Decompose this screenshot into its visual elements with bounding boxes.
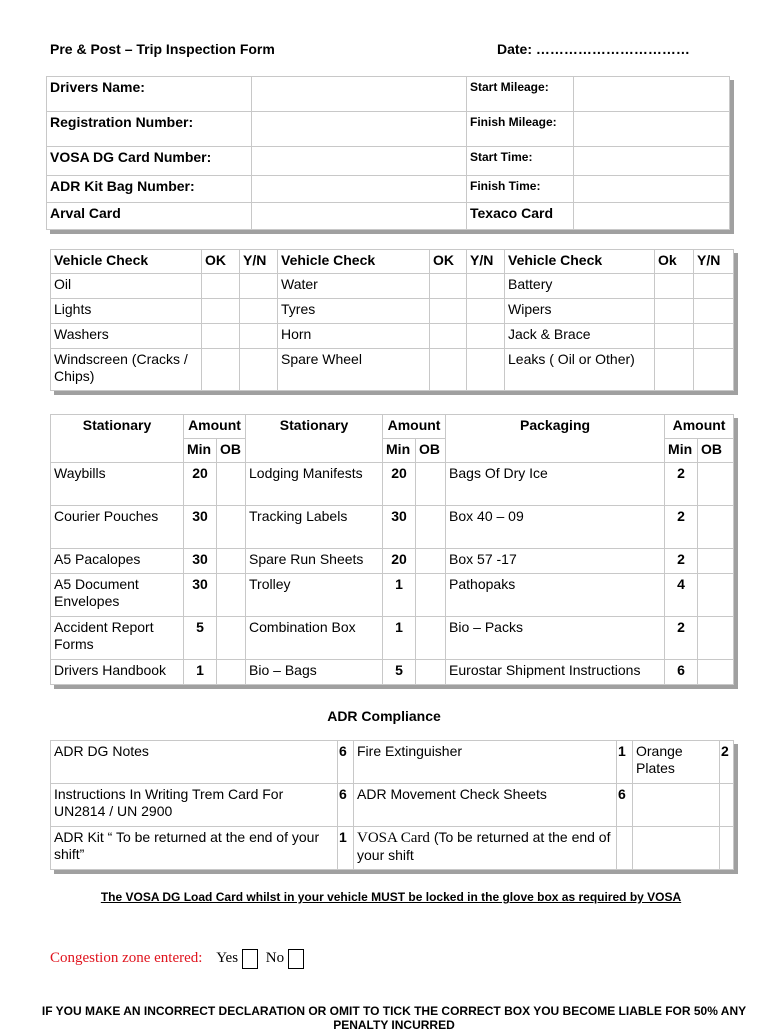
finish-time-input[interactable]: [574, 176, 730, 203]
table-row: [51, 741, 734, 784]
ob-cell[interactable]: [698, 463, 734, 506]
yes-checkbox[interactable]: [242, 949, 258, 969]
vehicle-check-table: [50, 249, 734, 391]
ob-cell[interactable]: [698, 506, 734, 549]
yes-label: Yes: [216, 950, 239, 966]
item-name: A5 Document Envelopes: [51, 574, 184, 617]
item-name: Box 57 -17: [446, 549, 665, 574]
ob-cell[interactable]: [416, 574, 446, 617]
adr-item: [354, 827, 617, 870]
finish-time-label: Finish Time:: [467, 176, 574, 203]
adr-item: ADR DG Notes: [51, 741, 338, 784]
yn-cell[interactable]: [467, 299, 505, 324]
adr-qty: 6: [338, 784, 354, 827]
ok-cell[interactable]: [202, 324, 240, 349]
arval-card-label: Arval Card: [47, 203, 252, 230]
adr-empty-cell: [617, 827, 633, 870]
min-value: 5: [184, 617, 217, 660]
check-item: Horn: [278, 324, 430, 349]
check-item: Battery: [505, 274, 655, 299]
vehicle-header: Vehicle Check: [278, 250, 430, 274]
item-name: Courier Pouches: [51, 506, 184, 549]
min-value: 20: [184, 463, 217, 506]
table-row: [51, 574, 734, 617]
table-row: [51, 324, 734, 349]
check-item: Windscreen (Cracks / Chips): [51, 349, 202, 391]
congestion-label: Congestion zone entered:: [50, 950, 203, 966]
texaco-card-input[interactable]: [574, 203, 730, 230]
start-mileage-input[interactable]: [574, 77, 730, 112]
item-name: A5 Pacalopes: [51, 549, 184, 574]
item-name: Box 40 – 09: [446, 506, 665, 549]
stationary-table: [50, 414, 734, 685]
check-item: Oil: [51, 274, 202, 299]
start-mileage-label: Start Mileage:: [467, 77, 574, 112]
adr-kit-label: ADR Kit Bag Number:: [47, 176, 252, 203]
liability-warning: IF YOU MAKE AN INCORRECT DECLARATION OR OMIT TO TICK THE CORRECT BOX YOU BECOME LIABLE FOR 50% ANY PENALTY INCURRED: [41, 1004, 747, 1032]
min-value: 30: [383, 506, 416, 549]
vosa-card-note: (To be returned at the end of your shift: [357, 829, 611, 863]
ok-cell[interactable]: [655, 274, 694, 299]
ok-cell[interactable]: [655, 349, 694, 391]
yn-cell[interactable]: [694, 299, 734, 324]
check-item: Washers: [51, 324, 202, 349]
adr-qty: 6: [338, 741, 354, 784]
yn-cell[interactable]: [467, 324, 505, 349]
ok-cell[interactable]: [430, 324, 467, 349]
ok-cell[interactable]: [430, 299, 467, 324]
yn-cell[interactable]: [240, 324, 278, 349]
ok-cell[interactable]: [202, 349, 240, 391]
adr-item: ADR Kit “ To be returned at the end of your shift”: [51, 827, 338, 870]
item-name: Lodging Manifests: [246, 463, 383, 506]
min-value: 20: [383, 549, 416, 574]
ok-cell[interactable]: [655, 299, 694, 324]
ok-cell[interactable]: [655, 324, 694, 349]
ob-cell[interactable]: [217, 660, 246, 685]
min-header: Min: [665, 439, 698, 463]
check-item: Tyres: [278, 299, 430, 324]
ob-cell[interactable]: [217, 463, 246, 506]
check-item: Lights: [51, 299, 202, 324]
ob-cell[interactable]: [217, 549, 246, 574]
vehicle-header: OK: [202, 250, 240, 274]
vehicle-header: Y/N: [467, 250, 505, 274]
finish-mileage-input[interactable]: [574, 112, 730, 147]
stationary-header: Stationary: [246, 415, 383, 463]
check-item: Jack & Brace: [505, 324, 655, 349]
table-row: [51, 660, 734, 685]
min-value: 2: [665, 506, 698, 549]
item-name: Bags Of Dry Ice: [446, 463, 665, 506]
min-value: 30: [184, 574, 217, 617]
ok-cell[interactable]: [430, 349, 467, 391]
vosa-card-input[interactable]: [252, 147, 467, 176]
ob-header: OB: [217, 439, 246, 463]
yn-cell[interactable]: [694, 324, 734, 349]
adr-compliance-table: [50, 740, 734, 870]
yn-cell[interactable]: [467, 349, 505, 391]
item-name: Spare Run Sheets: [246, 549, 383, 574]
yn-cell[interactable]: [240, 274, 278, 299]
table-row: [51, 784, 734, 827]
vosa-card-text: VOSA Card: [357, 830, 430, 846]
table-row: [51, 506, 734, 549]
item-name: Accident Report Forms: [51, 617, 184, 660]
no-checkbox[interactable]: [288, 949, 304, 969]
item-name: Tracking Labels: [246, 506, 383, 549]
ok-cell[interactable]: [430, 274, 467, 299]
yn-cell[interactable]: [694, 274, 734, 299]
table-row: [51, 617, 734, 660]
date-field[interactable]: Date: ……………………………: [497, 41, 690, 57]
yn-cell[interactable]: [467, 274, 505, 299]
item-name: Drivers Handbook: [51, 660, 184, 685]
vehicle-header: Y/N: [694, 250, 734, 274]
ob-cell[interactable]: [698, 660, 734, 685]
ob-cell[interactable]: [416, 549, 446, 574]
min-value: 2: [665, 463, 698, 506]
min-value: 1: [383, 617, 416, 660]
start-time-label: Start Time:: [467, 147, 574, 176]
vosa-notice: The VOSA DG Load Card whilst in your vehicle MUST be locked in the glove box as required by VOSA: [100, 890, 682, 904]
min-value: 20: [383, 463, 416, 506]
ob-header: OB: [416, 439, 446, 463]
ok-cell[interactable]: [202, 274, 240, 299]
item-name: Eurostar Shipment Instructions: [446, 660, 665, 685]
adr-empty-cell: [633, 784, 720, 827]
adr-qty: 1: [338, 827, 354, 870]
item-name: Trolley: [246, 574, 383, 617]
min-value: 2: [665, 617, 698, 660]
check-item: Spare Wheel: [278, 349, 430, 391]
registration-label: Registration Number:: [47, 112, 252, 147]
amount-header: Amount: [383, 415, 446, 439]
finish-mileage-label: Finish Mileage:: [467, 112, 574, 147]
min-value: 1: [184, 660, 217, 685]
drivers-name-input[interactable]: [252, 77, 467, 112]
item-name: Bio – Bags: [246, 660, 383, 685]
ob-cell[interactable]: [698, 574, 734, 617]
table-row: [51, 274, 734, 299]
table-row: [51, 549, 734, 574]
ob-cell[interactable]: [698, 617, 734, 660]
ob-header: OB: [698, 439, 734, 463]
vehicle-header: Vehicle Check: [51, 250, 202, 274]
table-row: [51, 349, 734, 391]
packaging-header: Packaging: [446, 415, 665, 463]
stationary-header: Stationary: [51, 415, 184, 463]
min-value: 30: [184, 549, 217, 574]
yn-cell[interactable]: [240, 349, 278, 391]
adr-empty-cell: [720, 827, 734, 870]
item-name: Waybills: [51, 463, 184, 506]
adr-qty: 2: [720, 741, 734, 784]
min-value: 4: [665, 574, 698, 617]
min-value: 1: [383, 574, 416, 617]
vehicle-header: Vehicle Check: [505, 250, 655, 274]
adr-kit-input[interactable]: [252, 176, 467, 203]
adr-item: ADR Movement Check Sheets: [354, 784, 617, 827]
amount-header: Amount: [184, 415, 246, 439]
ob-cell[interactable]: [416, 660, 446, 685]
adr-item: Orange Plates: [633, 741, 720, 784]
min-value: 5: [383, 660, 416, 685]
yn-cell[interactable]: [694, 349, 734, 391]
adr-qty: 1: [617, 741, 633, 784]
no-label: No: [265, 950, 285, 966]
adr-item: Instructions In Writing Trem Card For UN2814 / UN 2900: [51, 784, 338, 827]
ob-cell[interactable]: [416, 617, 446, 660]
ob-cell[interactable]: [217, 574, 246, 617]
check-item: Wipers: [505, 299, 655, 324]
adr-empty-cell: [633, 827, 720, 870]
item-name: Bio – Packs: [446, 617, 665, 660]
arval-card-input[interactable]: [252, 203, 467, 230]
min-header: Min: [184, 439, 217, 463]
vehicle-header: Ok: [655, 250, 694, 274]
start-time-input[interactable]: [574, 147, 730, 176]
driver-info-table: [46, 76, 730, 230]
check-item: Leaks ( Oil or Other): [505, 349, 655, 391]
ob-cell[interactable]: [217, 506, 246, 549]
vehicle-header: OK: [430, 250, 467, 274]
adr-item: Fire Extinguisher: [354, 741, 617, 784]
texaco-card-label: Texaco Card: [467, 203, 574, 230]
check-item: Water: [278, 274, 430, 299]
adr-qty: 6: [617, 784, 633, 827]
table-row: [51, 463, 734, 506]
ob-cell[interactable]: [416, 506, 446, 549]
registration-input[interactable]: [252, 112, 467, 147]
min-value: 2: [665, 549, 698, 574]
min-value: 6: [665, 660, 698, 685]
min-value: 30: [184, 506, 217, 549]
adr-compliance-title: ADR Compliance: [327, 708, 441, 724]
min-header: Min: [383, 439, 416, 463]
ob-cell[interactable]: [416, 463, 446, 506]
amount-header: Amount: [665, 415, 734, 439]
table-row: [51, 827, 734, 870]
item-name: Combination Box: [246, 617, 383, 660]
vosa-card-label: VOSA DG Card Number:: [47, 147, 252, 176]
ob-cell[interactable]: [698, 549, 734, 574]
table-row: [51, 299, 734, 324]
yn-cell[interactable]: [240, 299, 278, 324]
ok-cell[interactable]: [202, 299, 240, 324]
item-name: Pathopaks: [446, 574, 665, 617]
form-title: Pre & Post – Trip Inspection Form: [50, 41, 275, 57]
ob-cell[interactable]: [217, 617, 246, 660]
drivers-name-label: Drivers Name:: [47, 77, 252, 112]
adr-empty-cell: [720, 784, 734, 827]
vehicle-header: Y/N: [240, 250, 278, 274]
congestion-row: [50, 946, 304, 970]
